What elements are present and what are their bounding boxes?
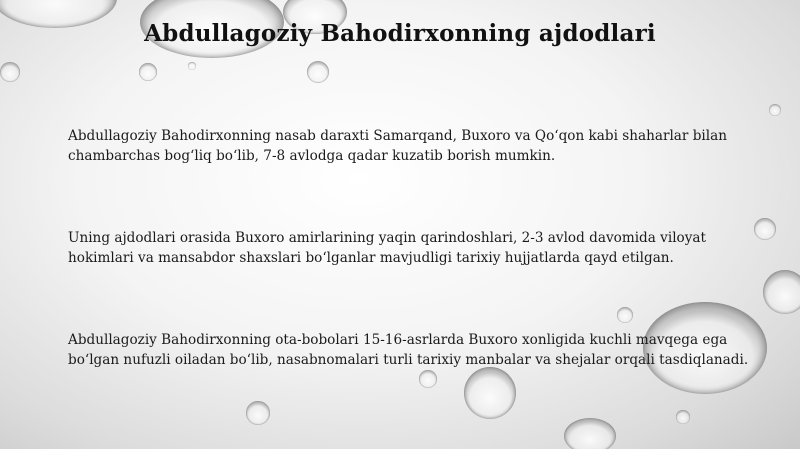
paragraph-1: Abdullagoziy Bahodirxonning nasab daraxti Samarqand, Buxoro va Qo‘qon kabi shaharlar bilan chambarchas bog‘liq bo‘lib, 7-8 avlodga qadar kuzatib borish mumkin. [68,128,727,164]
droplet [419,370,437,388]
droplet [564,418,616,449]
droplet [676,410,690,424]
droplet [763,270,800,314]
droplet [307,61,329,83]
paragraph-2: Uning ajdodlari orasida Buxoro amirlarining yaqin qarindoshlari, 2-3 avlod davomida viloyat hokimlari va mansabdor shaxslari bo‘lganlar mavjudligi tarixiy hujjatlarda qayd etilgan. [68,230,706,266]
droplet [769,104,781,116]
droplet [246,401,270,425]
droplet [0,62,20,82]
droplet [464,367,516,419]
droplet [188,62,196,70]
droplet [617,307,633,323]
paragraph-3: Abdullagoziy Bahodirxonning ota-bobolari 15-16-asrlarda Buxoro xonligida kuchli mavqega ega bo‘lgan nufuzli oiladan bo‘lib, nasabnomalari turli tarixiy manbalar va shejalar orqali tasdiqlanadi. [68,332,749,368]
slide-title: Abdullagoziy Bahodirxonning ajdodlari [144,20,656,47]
droplet [139,63,157,81]
